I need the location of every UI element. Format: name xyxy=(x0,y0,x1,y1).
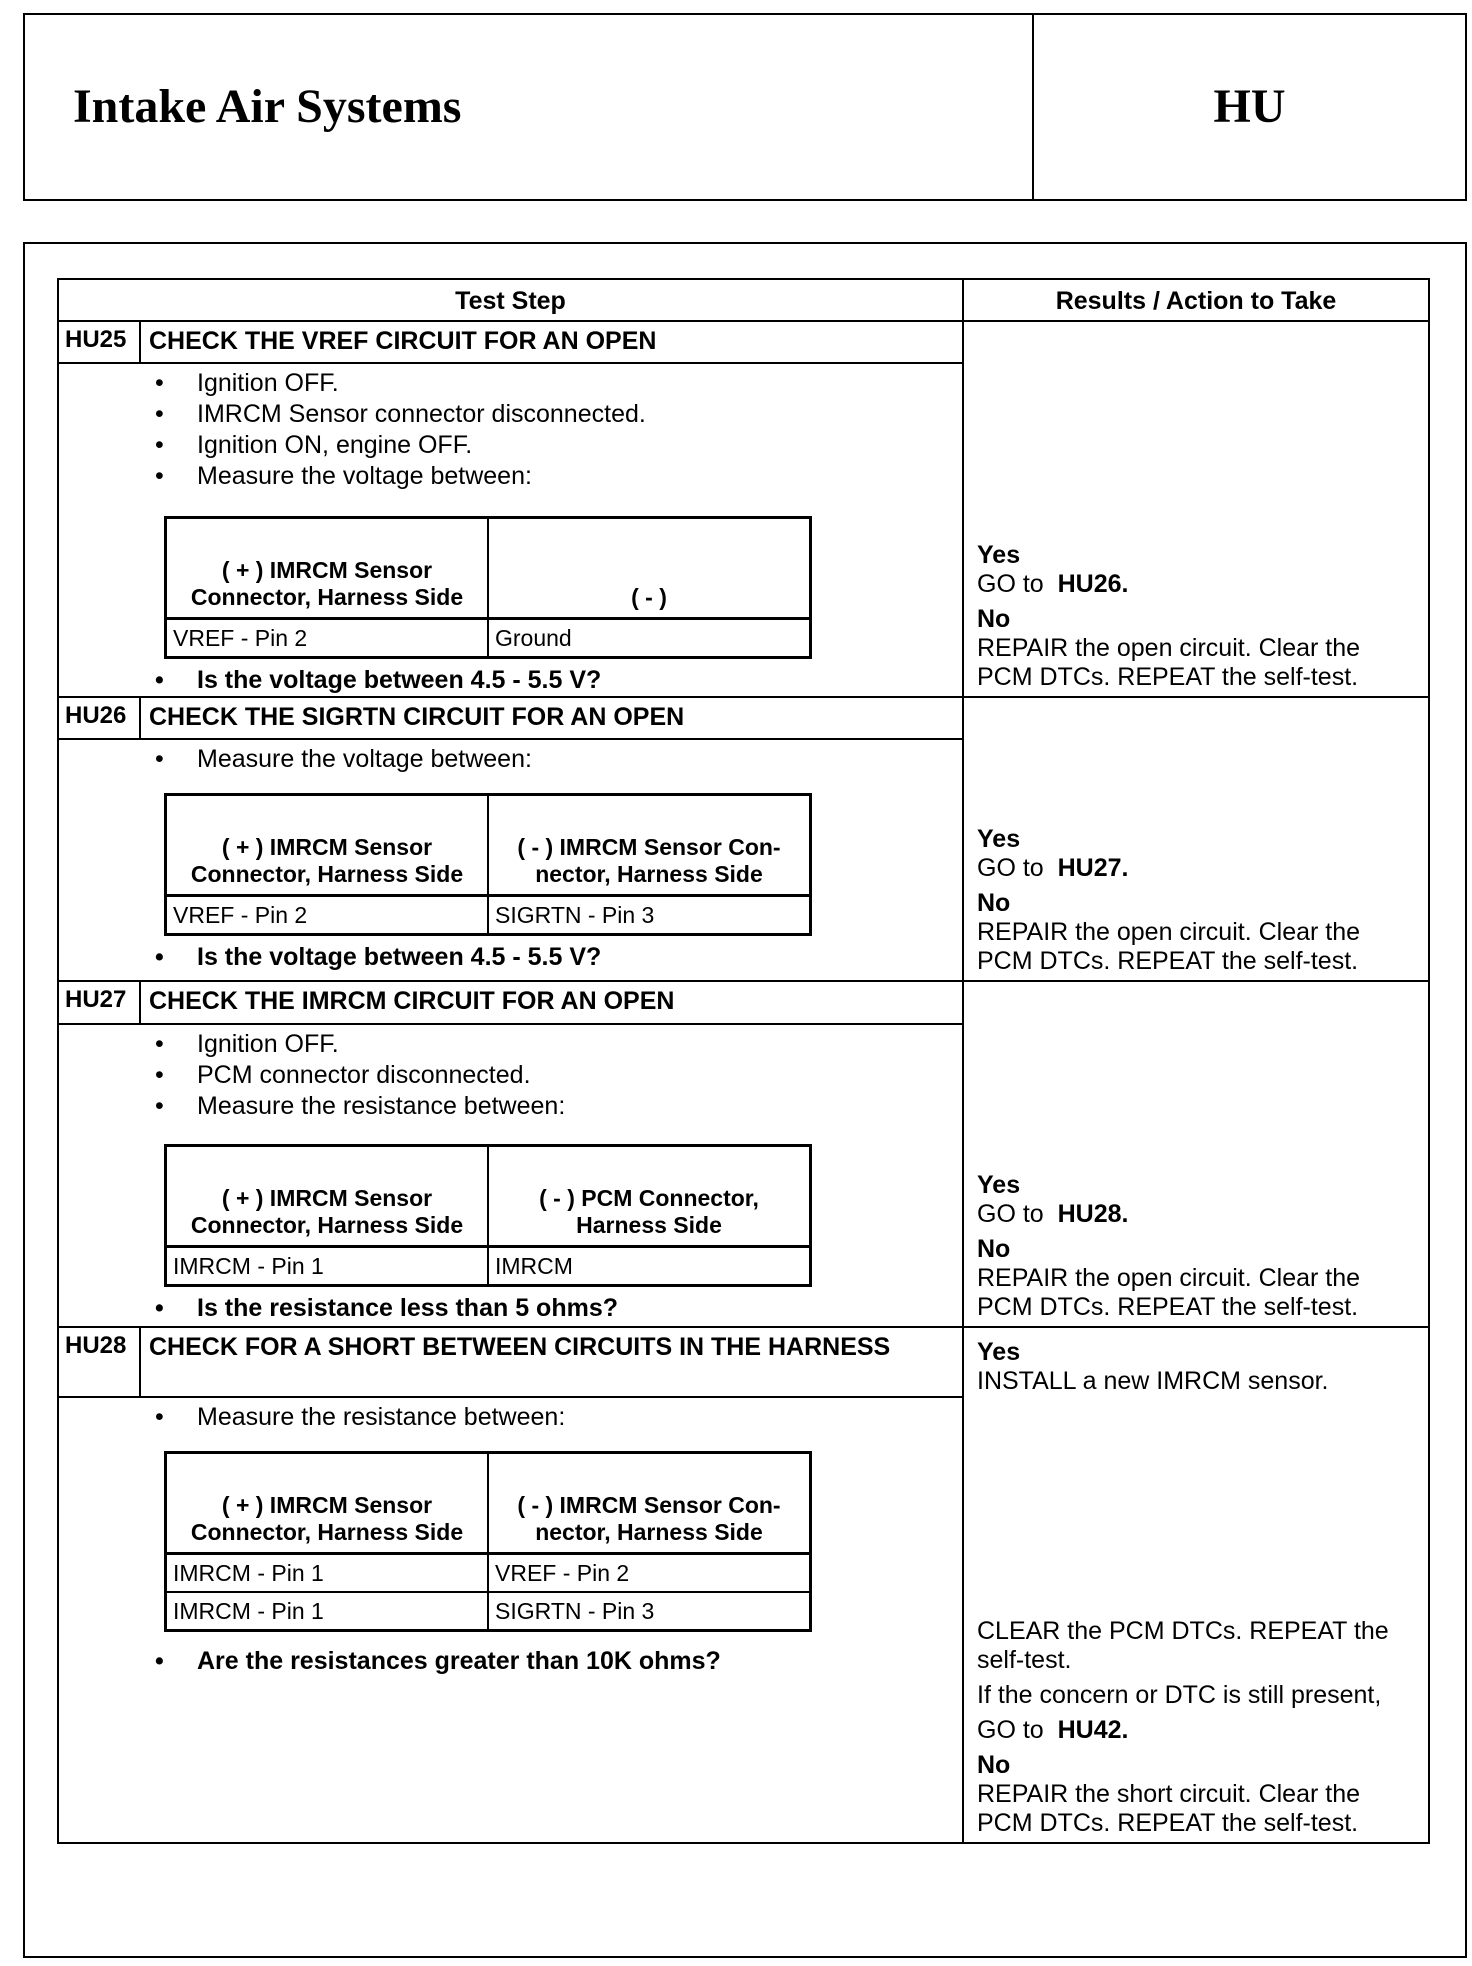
clear-instruction: CLEAR the PCM DTCs. REPEAT the self-test. xyxy=(977,1617,1389,1674)
negative-lead-header: ( - ) IMRCM Sensor Con-nector, Harness Side xyxy=(488,795,811,896)
yes-label: Yes xyxy=(977,1171,1021,1199)
results-block xyxy=(977,819,1420,976)
step-title: CHECK THE IMRCM CIRCUIT FOR AN OPEN xyxy=(149,987,675,1015)
goto-step-link[interactable]: HU27. xyxy=(1057,854,1129,882)
column-header-results: Results / Action to Take xyxy=(964,280,1428,322)
test-step-hu27 xyxy=(59,982,1428,1328)
section-title: Intake Air Systems xyxy=(73,80,462,133)
no-action: REPAIR the short circuit. Clear the PCM DTCs. REPEAT the self-test. xyxy=(977,1780,1361,1837)
negative-lead-cell: VREF - Pin 2 xyxy=(488,1554,811,1593)
step-question: • Are the resistances greater than 10K ohms? xyxy=(59,1646,962,1677)
go-to-text: GO to xyxy=(977,854,1044,882)
positive-lead-cell: IMRCM - Pin 1 xyxy=(166,1592,489,1631)
positive-lead-header: ( + ) IMRCM Sensor Connector, Harness Side xyxy=(166,795,489,896)
yes-label: Yes xyxy=(977,1338,1021,1366)
no-label: No xyxy=(977,1235,1011,1263)
step-question: • Is the voltage between 4.5 - 5.5 V? xyxy=(59,942,962,973)
negative-lead-cell: IMRCM xyxy=(488,1247,811,1286)
positive-lead-cell: IMRCM - Pin 1 xyxy=(166,1554,489,1593)
bullet: • Measure the voltage between: xyxy=(59,744,962,775)
test-step-hu25 xyxy=(59,322,1428,698)
page-header xyxy=(23,13,1467,201)
positive-lead-cell: VREF - Pin 2 xyxy=(166,619,489,658)
bullet: • Ignition OFF. xyxy=(59,1029,962,1060)
positive-lead-header: ( + ) IMRCM Sensor Connector, Harness Side xyxy=(166,518,489,619)
column-header-test-step: Test Step xyxy=(59,280,962,322)
step-id: HU25 xyxy=(59,322,141,362)
measurement-table xyxy=(164,1144,812,1287)
no-action: REPAIR the open circuit. Clear the PCM DTCs. REPEAT the self-test. xyxy=(977,634,1361,691)
go-to-text: GO to xyxy=(977,1200,1044,1228)
yes-label: Yes xyxy=(977,825,1021,853)
positive-lead-cell: IMRCM - Pin 1 xyxy=(166,1247,489,1286)
no-action: REPAIR the open circuit. Clear the PCM DTCs. REPEAT the self-test. xyxy=(977,1264,1361,1321)
bullet: • PCM connector disconnected. xyxy=(59,1060,962,1091)
negative-lead-header: ( - ) IMRCM Sensor Con-nector, Harness Side xyxy=(488,1453,811,1554)
bullet: • Measure the resistance between: xyxy=(59,1402,962,1433)
diagnostic-table xyxy=(57,278,1430,1844)
measurement-table xyxy=(164,793,812,936)
step-title: CHECK THE VREF CIRCUIT FOR AN OPEN xyxy=(149,327,657,355)
test-step-hu26 xyxy=(59,698,1428,982)
measurement-table xyxy=(164,1451,812,1632)
no-label: No xyxy=(977,1751,1011,1779)
step-id: HU28 xyxy=(59,1328,141,1396)
negative-lead-header: ( - ) xyxy=(488,518,811,619)
no-label: No xyxy=(977,605,1011,633)
go-to-text: GO to xyxy=(977,570,1044,598)
results-block xyxy=(977,535,1420,692)
yes-action: INSTALL a new IMRCM sensor. xyxy=(977,1367,1329,1395)
bullet: • Measure the resistance between: xyxy=(59,1091,962,1122)
positive-lead-cell: VREF - Pin 2 xyxy=(166,896,489,935)
no-action: REPAIR the open circuit. Clear the PCM DTCs. REPEAT the self-test. xyxy=(977,918,1361,975)
step-id: HU26 xyxy=(59,698,141,738)
results-block xyxy=(977,1617,1420,1838)
go-to-text: GO to xyxy=(977,1716,1044,1744)
goto-step-link[interactable]: HU42. xyxy=(1057,1716,1129,1744)
negative-lead-cell: Ground xyxy=(488,619,811,658)
section-code: HU xyxy=(1213,80,1286,133)
no-label: No xyxy=(977,889,1011,917)
test-step-hu28 xyxy=(59,1328,1428,1842)
bullet: • Ignition ON, engine OFF. xyxy=(59,430,962,461)
positive-lead-header: ( + ) IMRCM Sensor Connector, Harness Side xyxy=(166,1146,489,1247)
concern-instruction: If the concern or DTC is still present, xyxy=(977,1681,1382,1709)
results-block xyxy=(977,1165,1420,1322)
negative-lead-cell: SIGRTN - Pin 3 xyxy=(488,1592,811,1631)
yes-block xyxy=(977,1338,1420,1396)
step-title: CHECK THE SIGRTN CIRCUIT FOR AN OPEN xyxy=(149,703,685,731)
step-title: CHECK FOR A SHORT BETWEEN CIRCUITS IN THE HARNESS xyxy=(149,1333,891,1361)
goto-step-link[interactable]: HU26. xyxy=(1057,570,1129,598)
step-id: HU27 xyxy=(59,982,141,1023)
yes-label: Yes xyxy=(977,541,1021,569)
step-question: • Is the resistance less than 5 ohms? xyxy=(59,1293,962,1324)
bullet: • Measure the voltage between: xyxy=(59,461,962,492)
negative-lead-cell: SIGRTN - Pin 3 xyxy=(488,896,811,935)
step-question: • Is the voltage between 4.5 - 5.5 V? xyxy=(59,665,962,696)
positive-lead-header: ( + ) IMRCM Sensor Connector, Harness Side xyxy=(166,1453,489,1554)
goto-step-link[interactable]: HU28. xyxy=(1057,1200,1129,1228)
bullet: • IMRCM Sensor connector disconnected. xyxy=(59,399,962,430)
negative-lead-header: ( - ) PCM Connector, Harness Side xyxy=(488,1146,811,1247)
measurement-table xyxy=(164,516,812,659)
bullet: • Ignition OFF. xyxy=(59,368,962,399)
